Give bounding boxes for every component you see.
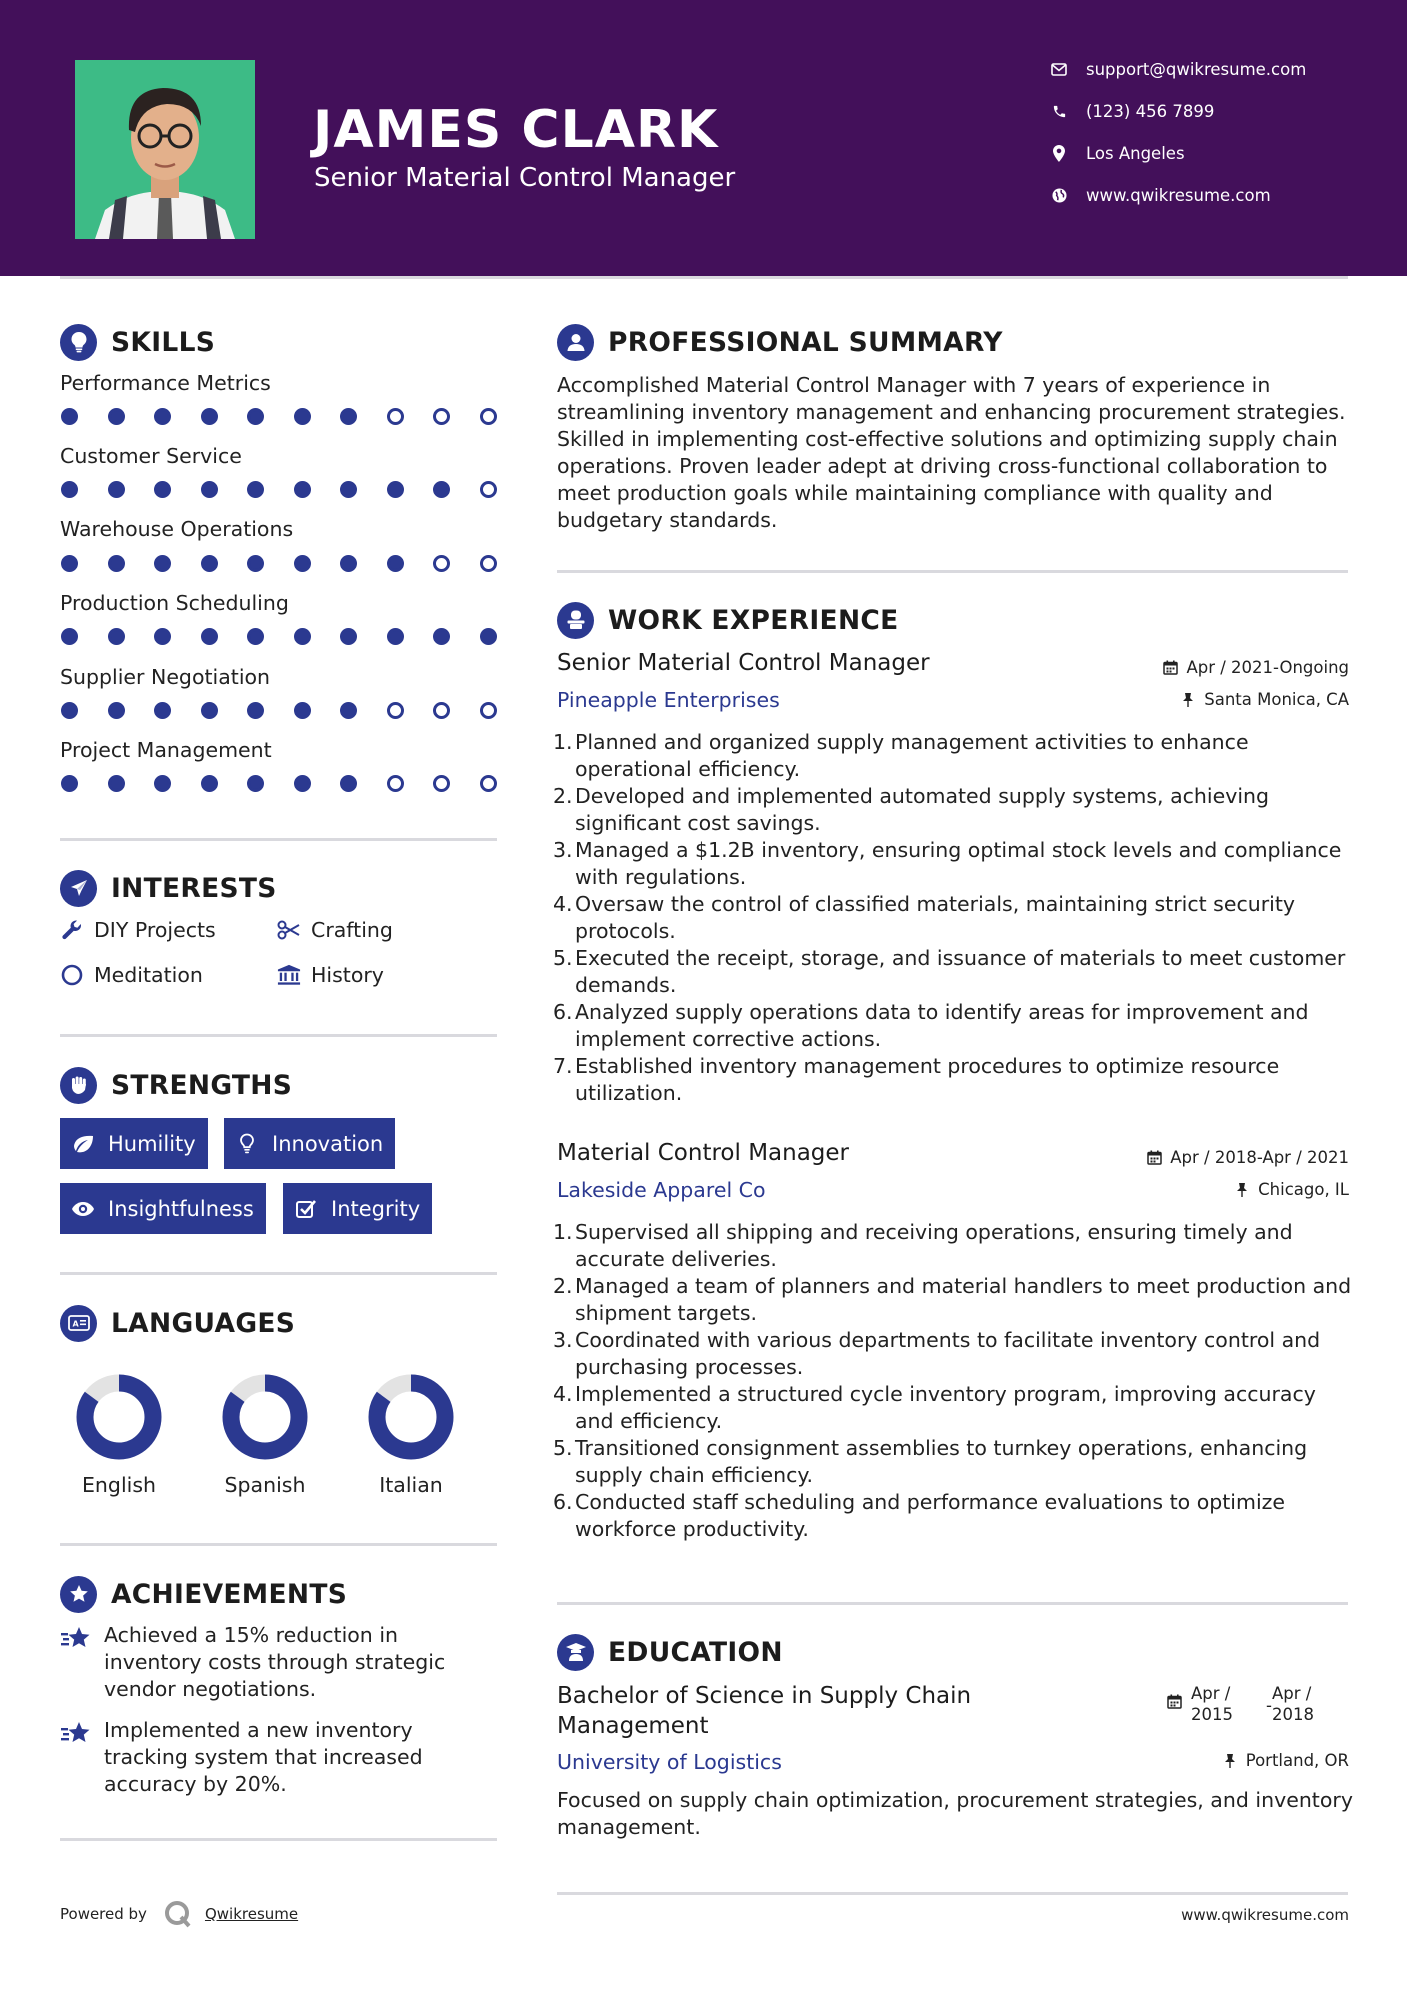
contact-location-text: Los Angeles [1086, 143, 1185, 163]
rating-dot-filled [108, 628, 125, 645]
date-separator: - [1266, 1696, 1272, 1715]
star-badge-icon [60, 1576, 97, 1613]
job-location-text: Chicago, IL [1258, 1180, 1349, 1199]
rating-dot-empty [480, 702, 497, 719]
rating-dot-filled [201, 628, 218, 645]
star-icon [60, 1624, 92, 1654]
qwikresume-link[interactable]: Qwikresume [204, 1905, 299, 1923]
job-bullets [553, 1219, 1353, 1543]
lightbulb-icon [60, 324, 97, 361]
rating-dot-filled [154, 775, 171, 792]
section-divider [60, 1272, 497, 1275]
eye-icon [70, 1196, 96, 1222]
education-start-date: Apr / 2015 [1191, 1684, 1233, 1724]
briefcase-icon [557, 602, 594, 639]
job-bullet: 1. Planned and organized supply management activities to enhance operational efficiency. [553, 730, 1249, 781]
rating-dot-empty [480, 481, 497, 498]
job-location [1180, 690, 1349, 709]
contact-website[interactable] [1050, 183, 1271, 207]
interest-item [60, 918, 216, 942]
rating-dot-filled [61, 702, 78, 719]
language-donut [361, 1367, 461, 1467]
skill-name: Warehouse Operations [60, 517, 294, 541]
summary-title: PROFESSIONAL SUMMARY [608, 326, 1003, 358]
language-chart [59, 1367, 179, 1467]
job-bullets [553, 729, 1353, 1107]
skill-rating [61, 702, 526, 719]
powered-by-text: Powered by [60, 1905, 147, 1923]
job-bullet: 5. Transitioned consignment assemblies to turnkey operations, enhancing supply chain efficiency. [553, 1436, 1308, 1487]
rating-dot-filled [61, 408, 78, 425]
qwikresume-logo-icon [163, 1899, 193, 1929]
job-dates [1146, 1148, 1349, 1167]
rating-dot-filled [387, 481, 404, 498]
calendar-icon [1162, 660, 1178, 676]
skill-name: Customer Service [60, 444, 242, 468]
interest-item [277, 963, 384, 987]
company-name: Lakeside Apparel Co [557, 1178, 766, 1202]
education-heading [557, 1632, 783, 1672]
education-end-date: Apr / 2018 [1272, 1684, 1314, 1724]
interest-label: Meditation [94, 963, 203, 987]
language-name: Italian [379, 1473, 443, 1497]
footer-url[interactable]: www.qwikresume.com [1181, 1906, 1349, 1924]
rating-dot-filled [154, 555, 171, 572]
rating-dot-filled [247, 555, 264, 572]
circle-icon [60, 963, 84, 987]
paper-plane-icon [60, 870, 97, 907]
globe-icon [1050, 186, 1068, 204]
job-dates [1162, 658, 1349, 677]
rating-dot-filled [108, 481, 125, 498]
rating-dot-empty [387, 775, 404, 792]
strength-label: Humility [108, 1131, 196, 1156]
section-divider [557, 1602, 1348, 1605]
rating-dot-filled [294, 628, 311, 645]
contact-email-text: support@qwikresume.com [1086, 59, 1307, 79]
candidate-name: JAMES CLARK [313, 100, 719, 160]
achievements-title: ACHIEVEMENTS [111, 1578, 348, 1610]
skill-rating [61, 481, 526, 498]
skill-name: Supplier Negotiation [60, 665, 271, 689]
rating-dot-filled [247, 481, 264, 498]
rating-dot-filled [201, 702, 218, 719]
user-icon [557, 324, 594, 361]
skills-title: SKILLS [111, 326, 216, 358]
rating-dot-filled [294, 408, 311, 425]
skill-name: Project Management [60, 738, 272, 762]
raised-fist-icon [60, 1067, 97, 1104]
interest-label: DIY Projects [94, 918, 216, 942]
job-bullet: 5. Executed the receipt, storage, and issuance of materials to meet customer demands. [553, 946, 1346, 997]
rating-dot-filled [108, 408, 125, 425]
strengths-title: STRENGTHS [111, 1069, 293, 1101]
strength-label: Insightfulness [108, 1196, 254, 1221]
rating-dot-filled [340, 775, 357, 792]
language-donut [215, 1367, 315, 1467]
section-divider [60, 838, 497, 841]
school-name: University of Logistics [557, 1750, 782, 1774]
job-title: Material Control Manager [557, 1140, 850, 1166]
rating-dot-filled [247, 628, 264, 645]
job-dates-text: Apr / 2018-Apr / 2021 [1170, 1148, 1349, 1167]
rating-dot-filled [247, 775, 264, 792]
job-title: Senior Material Control Manager [557, 650, 930, 676]
graduate-icon [557, 1634, 594, 1671]
resume-header [0, 0, 1407, 276]
rating-dot-empty [480, 555, 497, 572]
language-chart [205, 1367, 325, 1467]
education-description: Focused on supply chain optimization, procurement strategies, and inventory management. [557, 1788, 1353, 1839]
rating-dot-filled [61, 555, 78, 572]
scissors-icon [277, 918, 301, 942]
experience-heading [557, 600, 899, 640]
rating-dot-filled [387, 628, 404, 645]
language-chart [351, 1367, 471, 1467]
rating-dot-filled [201, 775, 218, 792]
rating-dot-empty [387, 408, 404, 425]
language-donut [69, 1367, 169, 1467]
rating-dot-filled [154, 628, 171, 645]
job-location [1234, 1180, 1349, 1199]
leaf-icon [70, 1131, 96, 1157]
summary-text: Accomplished Material Control Manager with 7 years of experience in streamlining inventory management and enhancing procurement strategies. Skilled in implementing cost-effective solutions and optimizing supply chain operations. Proven leader adept at driving cross-functional collaboration to meet production goals while maintaining compliance with quality and budgetary standards. [557, 373, 1346, 532]
rating-dot-filled [61, 628, 78, 645]
skill-rating [61, 555, 526, 572]
section-divider [60, 1034, 497, 1037]
contact-phone-text: (123) 456 7899 [1086, 101, 1215, 121]
strength-tag [60, 1183, 266, 1234]
envelope-icon [1050, 60, 1068, 78]
education-location [1222, 1751, 1349, 1770]
achievements-heading [60, 1574, 347, 1614]
education-location-text: Portland, OR [1245, 1751, 1349, 1770]
rating-dot-empty [433, 408, 450, 425]
skill-rating [61, 408, 526, 425]
job-bullet: 3. Coordinated with various departments to facilitate inventory control and purchasing processes. [553, 1328, 1321, 1379]
section-divider [60, 1838, 497, 1841]
skill-rating [61, 775, 526, 792]
pushpin-icon [1234, 1182, 1250, 1198]
rating-dot-filled [201, 555, 218, 572]
job-bullet: 3. Managed a $1.2B inventory, ensuring optimal stock levels and compliance with regulations. [553, 838, 1342, 889]
job-bullet: 4. Implemented a structured cycle inventory program, improving accuracy and efficiency. [553, 1382, 1316, 1433]
phone-icon [1050, 102, 1068, 120]
skill-name: Performance Metrics [60, 371, 271, 395]
section-divider [60, 1543, 497, 1546]
job-bullet: 2. Managed a team of planners and material handlers to meet production and shipment targets. [553, 1274, 1352, 1325]
rating-dot-filled [201, 481, 218, 498]
svg-text:A: A [72, 1319, 79, 1329]
rating-dot-empty [480, 408, 497, 425]
strength-tag [60, 1118, 208, 1169]
calendar-icon [1146, 1150, 1162, 1166]
rating-dot-filled [154, 481, 171, 498]
interests-heading [60, 868, 277, 908]
job-location-text: Santa Monica, CA [1204, 690, 1349, 709]
job-bullet: 6. Analyzed supply operations data to identify areas for improvement and implement corrective actions. [553, 1000, 1309, 1051]
profile-photo [75, 60, 255, 239]
job-bullet: 4. Oversaw the control of classified materials, maintaining strict security protocols. [553, 892, 1296, 943]
wrench-icon [60, 918, 84, 942]
contact-phone[interactable] [1050, 99, 1214, 123]
contact-email[interactable] [1050, 57, 1306, 81]
star-icon [60, 1719, 92, 1749]
achievement-item [60, 1622, 500, 1703]
language-card-icon [60, 1305, 97, 1342]
interest-label: History [311, 963, 384, 987]
rating-dot-empty [480, 775, 497, 792]
rating-dot-filled [340, 481, 357, 498]
strength-tag [283, 1183, 432, 1234]
rating-dot-filled [154, 702, 171, 719]
languages-title: LANGUAGES [111, 1307, 296, 1339]
strengths-heading [60, 1065, 292, 1105]
strength-label: Integrity [331, 1196, 421, 1221]
section-divider [557, 1892, 1348, 1895]
skill-rating [61, 628, 526, 645]
job-bullet: 2. Developed and implemented automated supply systems, achieving significant cost savings. [553, 784, 1270, 835]
rating-dot-filled [61, 775, 78, 792]
job-bullet: 7. Established inventory management procedures to optimize resource utilization. [553, 1054, 1280, 1105]
company-name: Pineapple Enterprises [557, 688, 780, 712]
rating-dot-filled [108, 555, 125, 572]
calendar-icon [1167, 1693, 1182, 1714]
rating-dot-filled [108, 702, 125, 719]
interest-label: Crafting [311, 918, 393, 942]
rating-dot-filled [201, 408, 218, 425]
achievement-text: Achieved a 15% reduction in inventory costs through strategic vendor negotiations. [104, 1623, 446, 1701]
strength-label: Innovation [272, 1131, 384, 1156]
skill-name: Production Scheduling [60, 591, 289, 615]
rating-dot-filled [387, 555, 404, 572]
rating-dot-filled [294, 702, 311, 719]
rating-dot-empty [433, 775, 450, 792]
rating-dot-filled [247, 408, 264, 425]
rating-dot-filled [294, 555, 311, 572]
degree-name: Bachelor of Science in Supply Chain Management [557, 1683, 972, 1739]
rating-dot-empty [433, 702, 450, 719]
achievement-item [60, 1717, 500, 1798]
interests-title: INTERESTS [111, 872, 277, 904]
museum-icon [277, 963, 301, 987]
header-divider [60, 276, 1348, 279]
rating-dot-filled [433, 628, 450, 645]
pushpin-icon [1180, 692, 1196, 708]
rating-dot-filled [480, 628, 497, 645]
rating-dot-filled [340, 702, 357, 719]
experience-title: WORK EXPERIENCE [608, 604, 899, 636]
achievement-text: Implemented a new inventory tracking system that increased accuracy by 20%. [104, 1718, 423, 1796]
job-bullet: 6. Conducted staff scheduling and performance evaluations to optimize workforce productivity. [553, 1490, 1286, 1541]
rating-dot-filled [340, 555, 357, 572]
rating-dot-filled [433, 481, 450, 498]
map-pin-icon [1050, 144, 1068, 162]
rating-dot-filled [61, 481, 78, 498]
skills-heading [60, 322, 215, 362]
job-dates-text: Apr / 2021-Ongoing [1186, 658, 1349, 677]
language-name: English [81, 1473, 157, 1497]
rating-dot-filled [294, 481, 311, 498]
powered-by [60, 1899, 298, 1929]
rating-dot-empty [387, 702, 404, 719]
interest-item [60, 963, 203, 987]
interest-item [277, 918, 393, 942]
rating-dot-filled [154, 408, 171, 425]
checkbox-icon [293, 1196, 319, 1222]
rating-dot-filled [340, 408, 357, 425]
rating-dot-filled [247, 702, 264, 719]
languages-heading [60, 1303, 295, 1343]
job-bullet: 1. Supervised all shipping and receiving operations, ensuring timely and accurate deliveries. [553, 1220, 1293, 1271]
rating-dot-empty [433, 555, 450, 572]
summary-heading [557, 322, 1003, 362]
contact-website-text: www.qwikresume.com [1086, 185, 1271, 205]
section-divider [557, 570, 1348, 573]
strength-tag [224, 1118, 395, 1169]
lightbulb-icon [234, 1131, 260, 1157]
education-title: EDUCATION [608, 1636, 783, 1668]
language-name: Spanish [224, 1473, 306, 1497]
rating-dot-filled [340, 628, 357, 645]
contact-location [1050, 141, 1185, 165]
candidate-title: Senior Material Control Manager [314, 163, 736, 193]
rating-dot-filled [294, 775, 311, 792]
rating-dot-filled [108, 775, 125, 792]
pushpin-icon [1222, 1753, 1238, 1769]
